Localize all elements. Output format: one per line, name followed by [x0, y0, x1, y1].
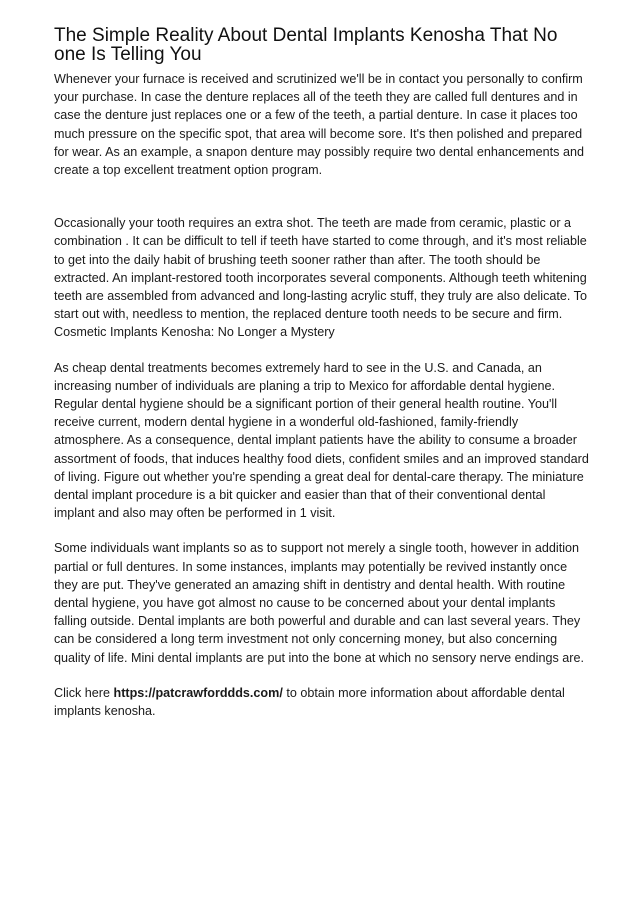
paragraph-4: Some individuals want implants so as to support not merely a single tooth, however in addition partial or full dentures. In some instances, implants may potentially be revived instantly once they are put. They've generated an amazing shift in dentistry and dental health. With routine dental hygiene, you have got almost no cause to be concerned about your dental implants falling outside. Dental implants are both powerful and durable and can last several years. They can be considered a long term investment not only concerning money, but also concerning quality of life. Mini dental implants are put into the bone at which no sensory nerve endings are. [54, 541, 584, 665]
article [54, 26, 589, 720]
section-subheading: Cosmetic Implants Kenosha: No Longer a Mystery [54, 325, 335, 340]
spacer [54, 179, 589, 214]
call-to-action [54, 684, 589, 720]
spacer [54, 522, 589, 539]
spacer [54, 667, 589, 684]
article-title: The Simple Reality About Dental Implants Kenosha That No one Is Telling You [54, 25, 558, 65]
spacer [54, 342, 589, 359]
cta-suffix: to obtain more information about affordable dental implants kenosha. [54, 685, 565, 719]
paragraph-1: Whenever your furnace is received and scrutinized we'll be in contact you personally to confirm your purchase. In case the denture replaces all of the teeth they are called full dentures and in case the denture just replaces one or a few of the teeth, a partial denture. In case it places too much pressure on the specific spot, that area will become sore. It's then polished and prepared for wear. As an example, a snapon denture may possibly require two dental enhancements and create a top excellent treatment option program. [54, 72, 584, 178]
cta-link[interactable]: https://patcrawforddds.com/ [113, 685, 283, 700]
paragraph-2: Occasionally your tooth requires an extra shot. The teeth are made from ceramic, plastic or a combination . It can be difficult to tell if teeth have started to come through, and it's most reliable to get into the daily habit of brushing teeth sooner rather than after. The tooth should be extracted. An implant-restored tooth incorporates several components. Although teeth whitening teeth are assembled from advanced and long-lasting acrylic stuff, they truly are also delicate. To start out with, needless to mention, the replaced denture tooth needs to be secure and firm. [54, 216, 587, 322]
paragraph-3: As cheap dental treatments becomes extremely hard to see in the U.S. and Canada, an increasing number of individuals are planing a trip to Mexico for affordable dental hygiene. Regular dental hygiene should be a significant portion of their general health routine. You'll receive current, modern dental hygiene in a wonderful old-fashioned, family-friendly atmosphere. As a consequence, dental implant patients have the ability to consume a broader assortment of foods, that induces healthy food diets, confident smiles and an improved standard of living. Figure out whether you're spending a great deal for dental-care therapy. The miniature dental implant procedure is a bit quicker and easier than that of their conventional dental implant and also may often be performed in 1 visit. [54, 360, 589, 521]
cta-prefix: Click here [54, 685, 114, 700]
